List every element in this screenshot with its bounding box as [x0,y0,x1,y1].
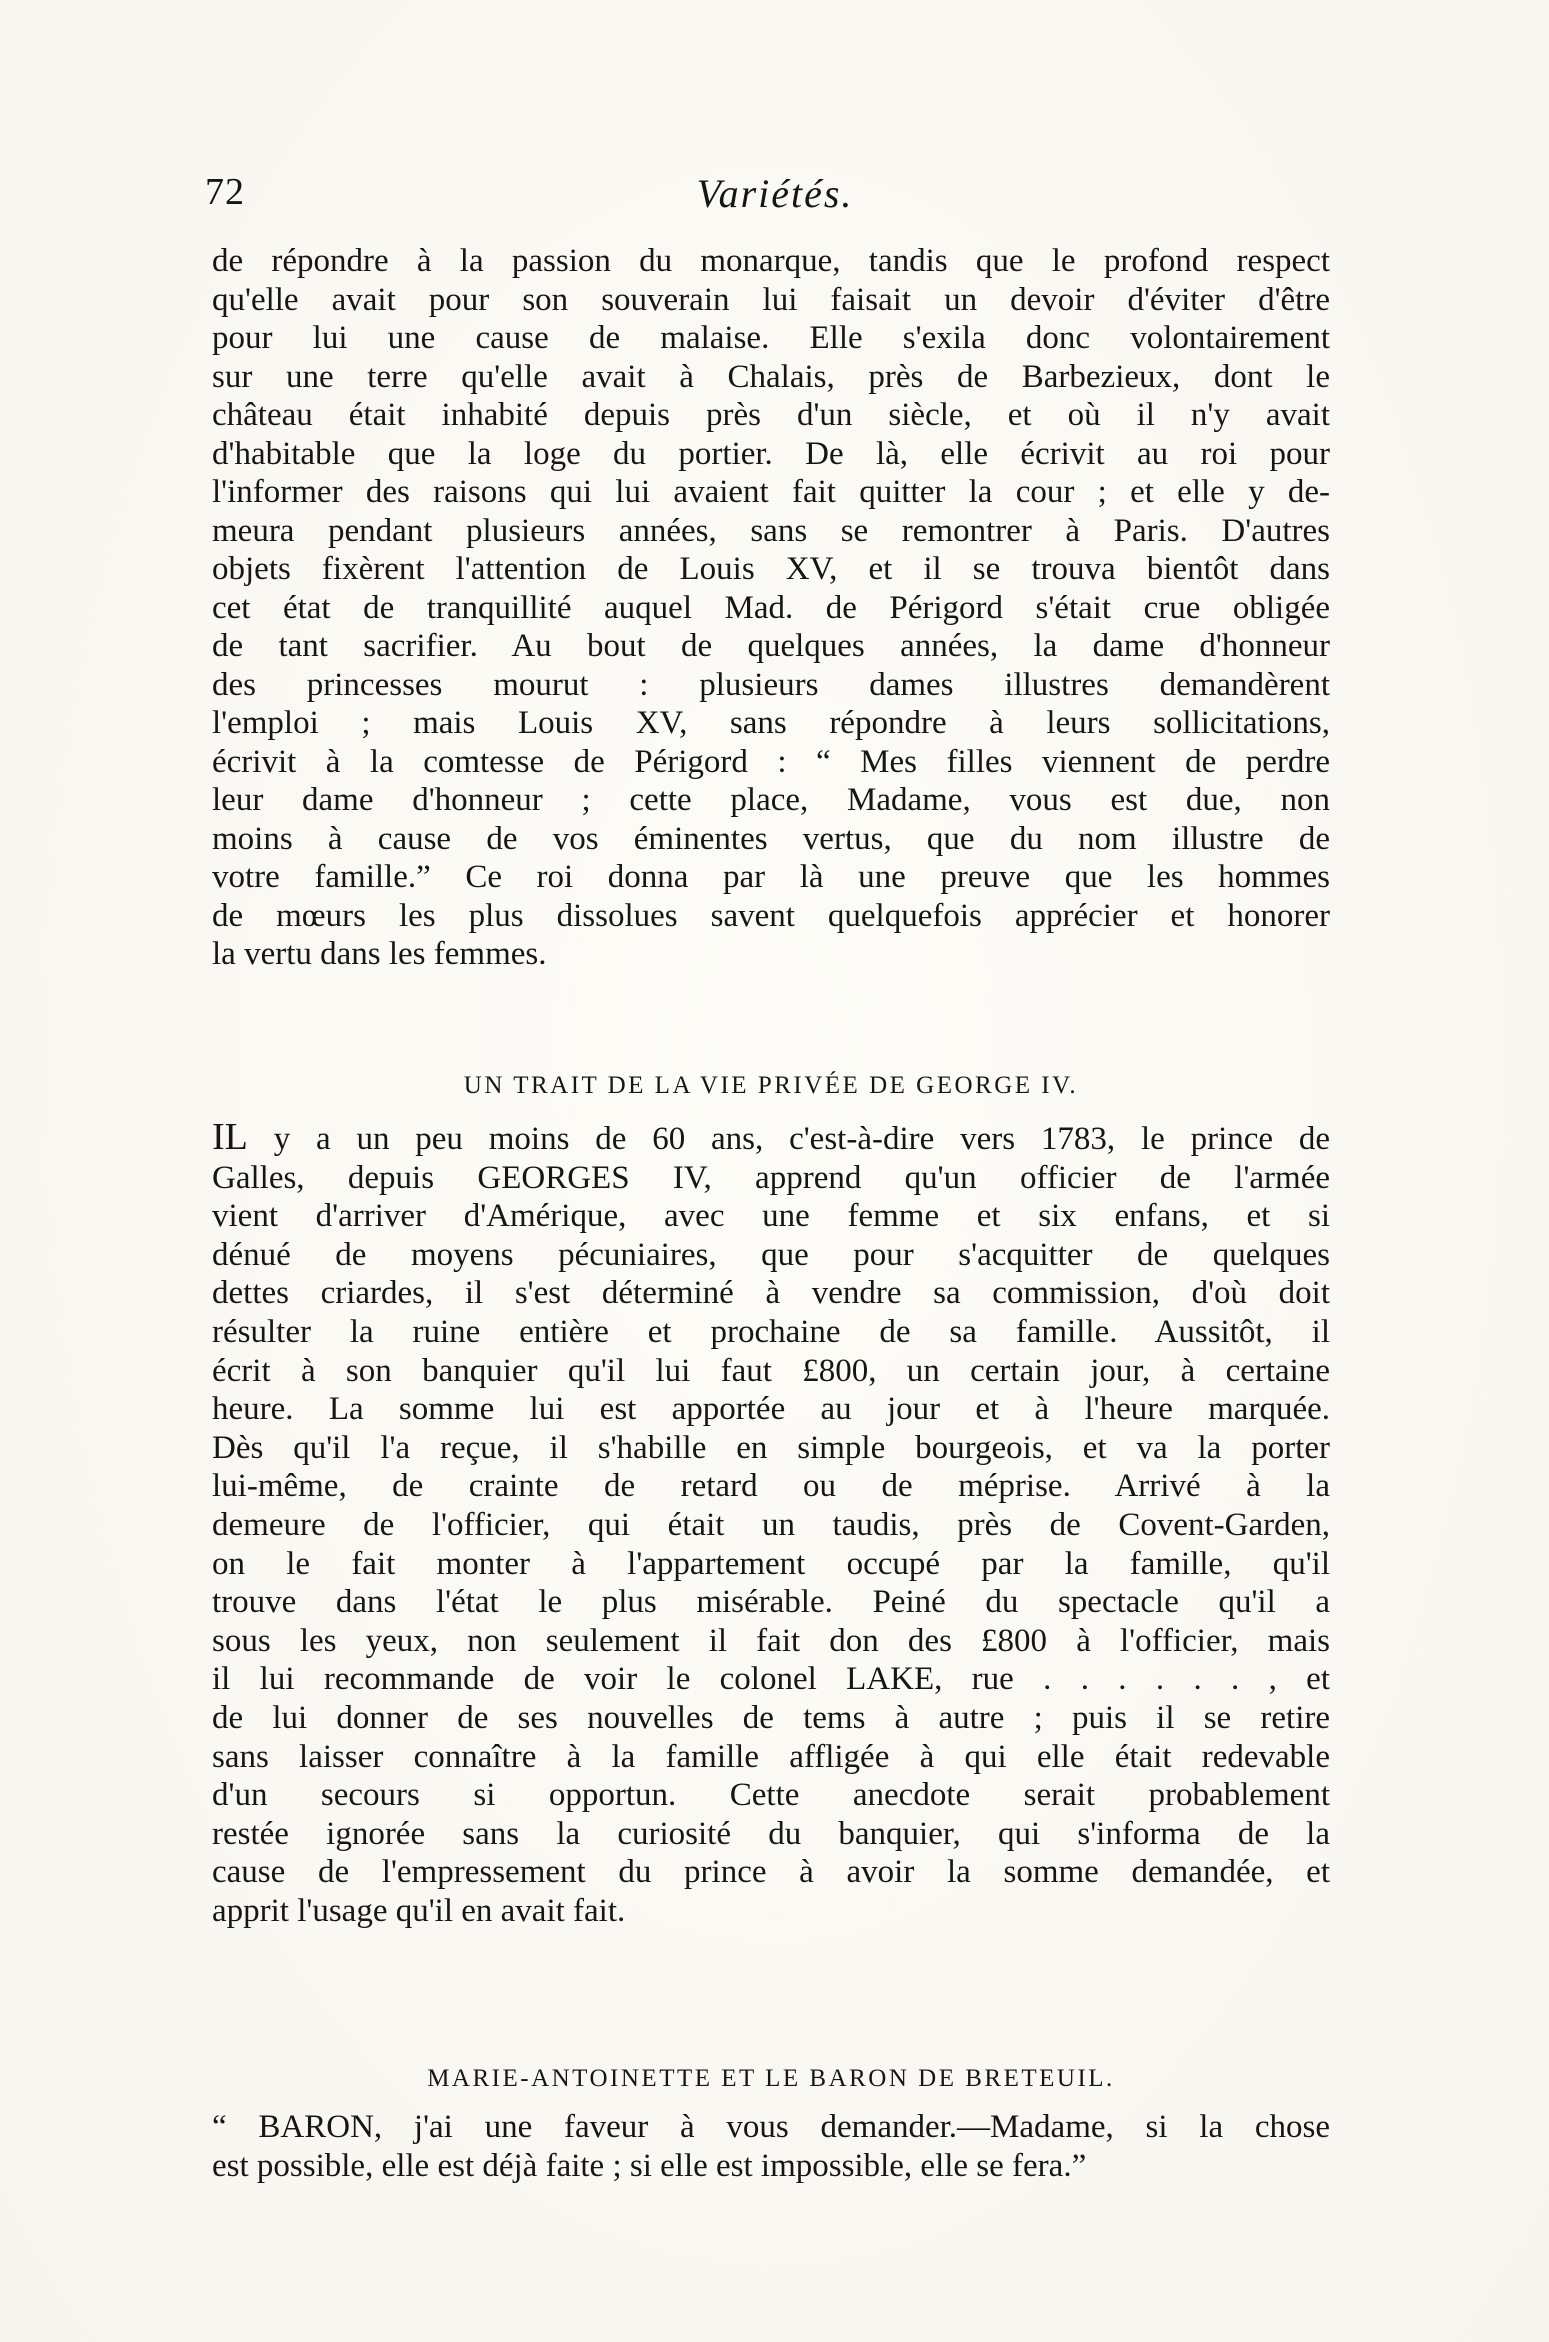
text-line: votre famille.” Ce roi donna par là une preuve que les hommes [212,859,1330,895]
text-line: l'emploi ; mais Louis XV, sans répondre à leurs sollicitations, [212,705,1330,741]
text-line: est possible, elle est déjà faite ; si elle est impossible, elle se fera.” [212,2147,1087,2184]
text-line: d'un secours si opportun. Cette anecdote serait probablement [212,1777,1330,1814]
text-line: dettes criardes, il s'est déterminé à vendre sa commission, d'où doit [212,1275,1330,1312]
text-line: heure. La somme lui est apportée au jour et à l'heure marquée. [212,1391,1330,1428]
text-line: Dès qu'il l'a reçue, il s'habille en simple bourgeois, et va la porter [212,1429,1330,1466]
text-line: il lui recommande de voir le colonel LAKE, rue . . . . . . , et [212,1661,1330,1698]
paragraph-perigord [212,242,1330,974]
text-line: cause de l'empressement du prince à avoir la somme demandée, et [212,1854,1330,1891]
text-line: dénué de moyens pécuniaires, que pour s'acquitter de quelques [212,1236,1330,1273]
text-line: de répondre à la passion du monarque, tandis que le profond respect [212,243,1330,279]
page-number: 72 [205,171,245,213]
text-line: écrit à son banquier qu'il lui faut £800, un certain jour, à certaine [212,1352,1330,1389]
text-line: sur une terre qu'elle avait à Chalais, près de Barbezieux, dont le [212,358,1330,395]
text-line: château était inhabité depuis près d'un siècle, et où il n'y avait [212,397,1330,433]
section-heading-marie-antoinette: MARIE-ANTOINETTE ET LE BARON DE BRETEUIL. [427,2065,1115,2092]
running-title: Variétés. [696,171,854,216]
page-header [205,170,1345,230]
text-line: de tant sacrifier. Au bout de quelques années, la dame d'honneur [212,628,1330,664]
section-heading-george-iv: UN TRAIT DE LA VIE PRIVÉE DE GEORGE IV. [463,1072,1079,1099]
text-line: pour lui une cause de malaise. Elle s'exila donc volontairement [212,320,1330,356]
text-line: qu'elle avait pour son souverain lui faisait un devoir d'éviter d'être [212,281,1330,318]
text-line: restée ignorée sans la curiosité du banquier, qui s'informa de la [212,1815,1330,1852]
drop-cap: IL [212,1116,248,1158]
text-line: objets fixèrent l'attention de Louis XV, et il se trouva bientôt dans [212,551,1330,587]
text-line-rest: y a un peu moins de 60 ans, c'est-à-dire vers 1783, le prince de [247,1121,1330,1157]
text-line: la vertu dans les femmes. [212,936,547,972]
text-line: trouve dans l'état le plus misérable. Peiné du spectacle qu'il a [212,1584,1330,1621]
text-line: lui-même, de crainte de retard ou de méprise. Arrivé à la [212,1468,1330,1505]
text-line: d'habitable que la loge du portier. De là, elle écrivit au roi pour [212,435,1330,472]
text-line: meura pendant plusieurs années, sans se remontrer à Paris. D'autres [212,512,1330,549]
text-line: cet état de tranquillité auquel Mad. de Périgord s'était crue obligée [212,589,1330,626]
text-line: Galles, depuis GEORGES IV, apprend qu'un officier de l'armée [212,1159,1330,1196]
text-line: apprit l'usage qu'il en avait fait. [212,1892,626,1929]
text-line: “ BARON, j'ai une faveur à vous demander.—Madame, si la chose [212,2109,1330,2145]
text-line: on le fait monter à l'appartement occupé par la famille, qu'il [212,1545,1330,1582]
text-line: écrivit à la comtesse de Périgord : “ Mes filles viennent de perdre [212,743,1330,780]
text-line [212,1118,1330,1159]
text-line: sans laisser connaître à la famille affligée à qui elle était redevable [212,1738,1330,1775]
text-line: moins à cause de vos éminentes vertus, que du nom illustre de [212,820,1330,857]
text-line: sous les yeux, non seulement il fait don des £800 à l'officier, mais [212,1622,1330,1659]
text-line: demeure de l'officier, qui était un taudis, près de Covent-Garden, [212,1506,1330,1543]
text-line: résulter la ruine entière et prochaine de sa famille. Aussitôt, il [212,1313,1330,1350]
paragraph-george-iv [212,1118,1330,1930]
text-line: des princesses mourut : plusieurs dames illustres demandèrent [212,666,1330,703]
text-line: l'informer des raisons qui lui avaient fait quitter la cour ; et elle y de- [212,474,1330,510]
text-line: de mœurs les plus dissolues savent quelquefois apprécier et honorer [212,897,1330,934]
text-line: de lui donner de ses nouvelles de tems à autre ; puis il se retire [212,1699,1330,1736]
text-line: vient d'arriver d'Amérique, avec une femme et six enfans, et si [212,1198,1330,1235]
paragraph-marie-antoinette [212,2108,1330,2185]
text-line: leur dame d'honneur ; cette place, Madame, vous est due, non [212,782,1330,818]
